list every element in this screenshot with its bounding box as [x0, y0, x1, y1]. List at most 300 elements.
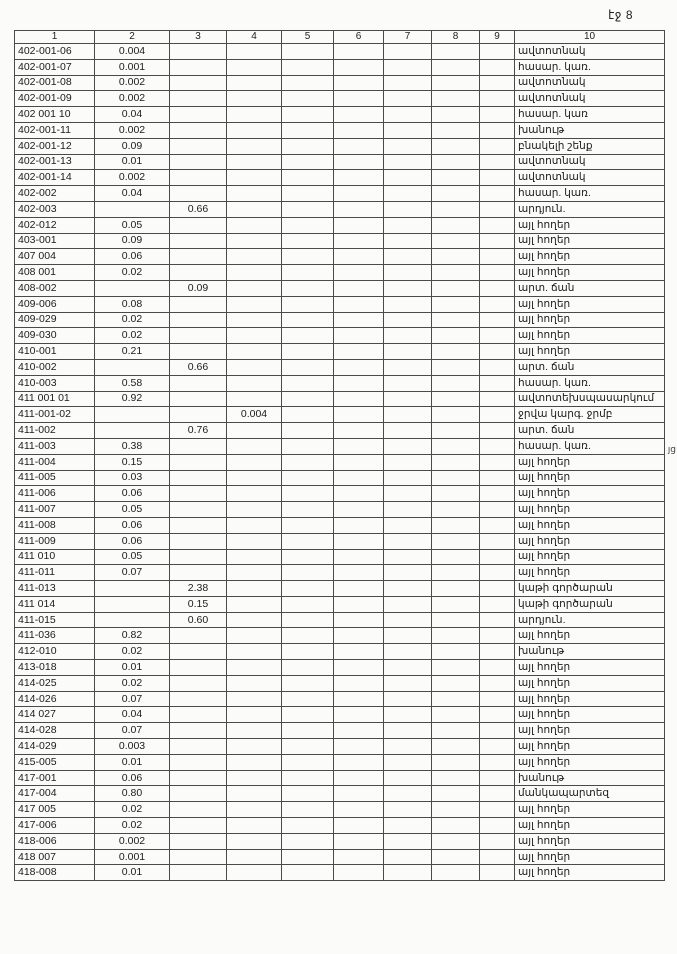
table-cell	[432, 391, 480, 407]
table-cell: հասար. կառ.	[515, 59, 665, 75]
table-cell	[170, 786, 227, 802]
table-cell	[384, 122, 432, 138]
table-cell: 402-001-11	[15, 122, 95, 138]
table-cell	[282, 833, 334, 849]
table-cell	[334, 312, 384, 328]
table-cell	[480, 849, 515, 865]
table-cell	[384, 502, 432, 518]
table-cell: 0.04	[95, 186, 170, 202]
table-cell	[170, 470, 227, 486]
table-cell	[480, 249, 515, 265]
table-cell	[334, 675, 384, 691]
table-cell: 402-002	[15, 186, 95, 202]
table-cell	[384, 833, 432, 849]
table-cell	[480, 596, 515, 612]
table-cell: 418-006	[15, 833, 95, 849]
table-row	[15, 359, 665, 375]
table-cell	[282, 280, 334, 296]
table-cell: արդյուն.	[515, 201, 665, 217]
table-cell	[384, 644, 432, 660]
table-cell	[282, 502, 334, 518]
table-cell: այլ հողեր	[515, 233, 665, 249]
table-cell: 0.92	[95, 391, 170, 407]
table-cell: 408-002	[15, 280, 95, 296]
table-cell: 417 005	[15, 802, 95, 818]
table-cell	[334, 154, 384, 170]
table-row	[15, 723, 665, 739]
table-cell	[227, 802, 282, 818]
table-cell: այլ հողեր	[515, 328, 665, 344]
table-cell	[432, 201, 480, 217]
table-body	[15, 44, 665, 881]
table-cell	[282, 344, 334, 360]
table-cell	[334, 470, 384, 486]
table-row	[15, 739, 665, 755]
table-cell	[432, 312, 480, 328]
table-cell	[432, 438, 480, 454]
column-header: 4	[227, 31, 282, 44]
table-row	[15, 75, 665, 91]
table-cell: արտ. ճան	[515, 280, 665, 296]
table-cell	[384, 75, 432, 91]
column-header: 5	[282, 31, 334, 44]
table-cell	[227, 233, 282, 249]
table-cell	[227, 186, 282, 202]
table-cell	[432, 739, 480, 755]
table-cell: ավտոտնակ	[515, 75, 665, 91]
table-cell	[384, 549, 432, 565]
table-cell: ավտոտնակ	[515, 44, 665, 60]
table-cell: 0.21	[95, 344, 170, 360]
table-cell	[480, 138, 515, 154]
table-cell	[480, 628, 515, 644]
table-cell	[227, 517, 282, 533]
table-cell	[282, 818, 334, 834]
table-cell	[282, 122, 334, 138]
table-cell	[227, 660, 282, 676]
table-cell	[432, 91, 480, 107]
table-cell	[384, 423, 432, 439]
table-cell	[334, 628, 384, 644]
table-cell	[334, 233, 384, 249]
table-cell	[432, 265, 480, 281]
table-cell	[170, 818, 227, 834]
table-cell: 402-012	[15, 217, 95, 233]
table-cell	[334, 802, 384, 818]
table-cell	[480, 59, 515, 75]
column-header: 9	[480, 31, 515, 44]
table-cell	[334, 549, 384, 565]
table-cell	[384, 91, 432, 107]
table-cell	[282, 91, 334, 107]
table-cell: 403-001	[15, 233, 95, 249]
table-cell: 411-007	[15, 502, 95, 518]
table-cell	[480, 312, 515, 328]
table-cell	[282, 660, 334, 676]
table-cell	[95, 359, 170, 375]
table-cell: այլ հողեր	[515, 802, 665, 818]
table-cell	[480, 75, 515, 91]
table-cell	[432, 44, 480, 60]
table-cell: 410-001	[15, 344, 95, 360]
table-cell	[384, 249, 432, 265]
table-row	[15, 107, 665, 123]
table-cell	[95, 612, 170, 628]
table-row	[15, 91, 665, 107]
table-row	[15, 849, 665, 865]
table-cell: 2.38	[170, 581, 227, 597]
table-cell	[384, 517, 432, 533]
table-cell: 402-003	[15, 201, 95, 217]
table-row	[15, 423, 665, 439]
table-cell	[170, 91, 227, 107]
table-cell: 0.002	[95, 833, 170, 849]
table-cell: մանկապարտեզ	[515, 786, 665, 802]
table-cell	[432, 359, 480, 375]
table-cell	[170, 217, 227, 233]
table-cell	[432, 533, 480, 549]
table-cell	[334, 59, 384, 75]
table-cell	[384, 328, 432, 344]
table-cell: այլ հողեր	[515, 533, 665, 549]
table-cell: 411-001-02	[15, 407, 95, 423]
table-cell: 418 007	[15, 849, 95, 865]
table-cell: 0.58	[95, 375, 170, 391]
table-cell	[480, 533, 515, 549]
table-cell: 0.001	[95, 849, 170, 865]
table-cell	[480, 581, 515, 597]
table-cell: 414-028	[15, 723, 95, 739]
table-cell	[480, 770, 515, 786]
table-cell: 0.08	[95, 296, 170, 312]
table-cell: 0.02	[95, 644, 170, 660]
table-cell: հասար. կառ.	[515, 438, 665, 454]
table-cell	[282, 138, 334, 154]
table-cell	[384, 565, 432, 581]
table-cell	[227, 596, 282, 612]
table-cell	[282, 565, 334, 581]
table-cell	[432, 217, 480, 233]
table-cell	[282, 549, 334, 565]
table-cell	[334, 833, 384, 849]
table-cell: 0.07	[95, 565, 170, 581]
table-cell: այլ հողեր	[515, 723, 665, 739]
table-cell	[384, 186, 432, 202]
table-cell: 414-029	[15, 739, 95, 755]
table-cell: 0.15	[95, 454, 170, 470]
table-cell	[227, 328, 282, 344]
table-cell: 414-025	[15, 675, 95, 691]
table-cell	[282, 296, 334, 312]
table-cell	[480, 91, 515, 107]
table-cell	[334, 107, 384, 123]
table-cell	[334, 596, 384, 612]
table-cell: 411 014	[15, 596, 95, 612]
table-cell	[432, 344, 480, 360]
table-cell	[480, 233, 515, 249]
table-cell	[334, 122, 384, 138]
table-cell	[227, 280, 282, 296]
column-header: 6	[334, 31, 384, 44]
table-cell	[227, 849, 282, 865]
table-cell	[170, 138, 227, 154]
table-cell	[480, 265, 515, 281]
table-cell	[384, 280, 432, 296]
table-cell	[480, 391, 515, 407]
table-cell: 402-001-07	[15, 59, 95, 75]
table-cell	[384, 723, 432, 739]
table-cell	[480, 675, 515, 691]
table-row	[15, 138, 665, 154]
table-cell	[432, 612, 480, 628]
table-cell: հասար. կառ.	[515, 375, 665, 391]
table-cell	[170, 723, 227, 739]
table-cell	[384, 154, 432, 170]
table-cell: 0.004	[227, 407, 282, 423]
table-cell	[480, 818, 515, 834]
table-row	[15, 454, 665, 470]
table-cell	[334, 454, 384, 470]
table-cell: 413-018	[15, 660, 95, 676]
table-cell: 402-001-06	[15, 44, 95, 60]
table-cell: այլ հողեր	[515, 486, 665, 502]
table-cell	[432, 581, 480, 597]
table-cell	[432, 59, 480, 75]
table-cell	[384, 660, 432, 676]
table-cell	[227, 423, 282, 439]
table-cell	[384, 107, 432, 123]
table-cell: 0.05	[95, 549, 170, 565]
table-cell	[334, 533, 384, 549]
table-cell	[227, 344, 282, 360]
table-cell: 0.002	[95, 75, 170, 91]
table-cell	[170, 154, 227, 170]
table-cell: 0.76	[170, 423, 227, 439]
table-row	[15, 470, 665, 486]
table-cell	[227, 581, 282, 597]
table-cell	[480, 754, 515, 770]
table-row	[15, 122, 665, 138]
table-cell	[282, 691, 334, 707]
table-cell	[170, 233, 227, 249]
table-cell	[170, 312, 227, 328]
table-cell	[170, 628, 227, 644]
table-cell	[334, 280, 384, 296]
table-cell	[170, 438, 227, 454]
table-cell: 0.04	[95, 107, 170, 123]
table-row	[15, 154, 665, 170]
table-cell	[170, 707, 227, 723]
table-cell	[334, 138, 384, 154]
table-cell	[227, 470, 282, 486]
table-cell	[432, 154, 480, 170]
table-cell: հասար. կառ	[515, 107, 665, 123]
table-cell	[334, 170, 384, 186]
table-cell	[227, 375, 282, 391]
table-cell	[432, 660, 480, 676]
table-cell	[480, 707, 515, 723]
table-cell	[170, 833, 227, 849]
table-cell	[227, 533, 282, 549]
table-cell	[432, 486, 480, 502]
table-cell: 0.06	[95, 517, 170, 533]
table-cell	[480, 296, 515, 312]
table-cell: 0.09	[170, 280, 227, 296]
table-cell	[227, 675, 282, 691]
table-cell	[480, 739, 515, 755]
table-cell: 402-001-12	[15, 138, 95, 154]
table-cell: 0.003	[95, 739, 170, 755]
table-row	[15, 596, 665, 612]
table-cell	[170, 865, 227, 881]
table-cell	[170, 296, 227, 312]
table-cell: 415-005	[15, 754, 95, 770]
table-row	[15, 533, 665, 549]
table-cell	[170, 107, 227, 123]
table-cell	[384, 454, 432, 470]
table-cell: 402-001-14	[15, 170, 95, 186]
table-cell	[480, 44, 515, 60]
table-cell: 0.03	[95, 470, 170, 486]
table-cell	[432, 675, 480, 691]
table-cell	[227, 707, 282, 723]
table-cell: 411 010	[15, 549, 95, 565]
table-cell	[334, 770, 384, 786]
table-cell	[227, 391, 282, 407]
table-cell: այլ հողեր	[515, 454, 665, 470]
table-row	[15, 265, 665, 281]
table-row	[15, 438, 665, 454]
table-row	[15, 865, 665, 881]
table-row	[15, 280, 665, 296]
table-row	[15, 249, 665, 265]
table-cell: այլ հողեր	[515, 470, 665, 486]
table-cell: 0.38	[95, 438, 170, 454]
table-cell	[384, 296, 432, 312]
table-cell	[384, 170, 432, 186]
table-row	[15, 312, 665, 328]
table-cell	[282, 233, 334, 249]
table-cell	[384, 470, 432, 486]
table-row	[15, 660, 665, 676]
table-cell	[282, 454, 334, 470]
table-row	[15, 59, 665, 75]
table-row	[15, 691, 665, 707]
table-cell: այլ հողեր	[515, 818, 665, 834]
table-cell	[480, 802, 515, 818]
table-cell: 0.66	[170, 359, 227, 375]
table-cell: ավտոտնակ	[515, 154, 665, 170]
table-cell	[334, 249, 384, 265]
table-cell	[170, 486, 227, 502]
table-cell: 0.04	[95, 707, 170, 723]
table-cell	[95, 407, 170, 423]
table-cell	[282, 186, 334, 202]
table-row	[15, 581, 665, 597]
table-cell	[432, 454, 480, 470]
table-cell	[432, 280, 480, 296]
table-cell	[432, 186, 480, 202]
table-cell	[170, 754, 227, 770]
table-cell	[282, 707, 334, 723]
table-cell: այլ հողեր	[515, 660, 665, 676]
table-cell	[282, 438, 334, 454]
table-cell	[282, 375, 334, 391]
table-cell	[282, 75, 334, 91]
table-cell	[227, 201, 282, 217]
table-cell	[384, 675, 432, 691]
table-row	[15, 818, 665, 834]
table-cell	[480, 375, 515, 391]
table-cell	[282, 849, 334, 865]
table-cell	[334, 75, 384, 91]
table-cell	[384, 344, 432, 360]
table-cell: 0.02	[95, 265, 170, 281]
table-cell	[227, 770, 282, 786]
table-cell: 0.002	[95, 91, 170, 107]
table-cell	[480, 786, 515, 802]
table-cell	[282, 249, 334, 265]
table-cell	[384, 628, 432, 644]
table-cell	[282, 533, 334, 549]
table-cell	[170, 170, 227, 186]
table-cell	[170, 328, 227, 344]
table-cell	[334, 423, 384, 439]
table-cell: արդյուն.	[515, 612, 665, 628]
table-cell	[170, 660, 227, 676]
table-cell	[282, 217, 334, 233]
table-cell	[432, 833, 480, 849]
table-cell	[384, 802, 432, 818]
table-row	[15, 644, 665, 660]
table-cell	[480, 691, 515, 707]
table-cell	[480, 438, 515, 454]
table-cell	[432, 470, 480, 486]
table-cell	[282, 470, 334, 486]
table-cell	[432, 849, 480, 865]
table-cell	[384, 786, 432, 802]
table-cell: 411-013	[15, 581, 95, 597]
table-cell	[95, 280, 170, 296]
table-cell	[480, 344, 515, 360]
table-cell: 0.05	[95, 502, 170, 518]
table-cell: 0.002	[95, 170, 170, 186]
table-cell	[384, 691, 432, 707]
table-cell	[282, 786, 334, 802]
table-cell	[95, 596, 170, 612]
table-cell	[384, 596, 432, 612]
table-row	[15, 186, 665, 202]
table-row	[15, 833, 665, 849]
table-cell: արտ. ճան	[515, 359, 665, 375]
table-cell: 0.06	[95, 533, 170, 549]
table-cell: 0.06	[95, 486, 170, 502]
table-cell: 411-009	[15, 533, 95, 549]
table-cell	[334, 407, 384, 423]
table-cell	[480, 644, 515, 660]
table-cell: այլ հողեր	[515, 628, 665, 644]
table-cell	[334, 217, 384, 233]
table-cell	[334, 486, 384, 502]
table-cell	[334, 818, 384, 834]
table-cell	[227, 170, 282, 186]
table-cell	[170, 644, 227, 660]
table-cell	[384, 201, 432, 217]
column-header: 2	[95, 31, 170, 44]
table-cell	[282, 770, 334, 786]
table-cell	[227, 44, 282, 60]
table-cell	[334, 375, 384, 391]
